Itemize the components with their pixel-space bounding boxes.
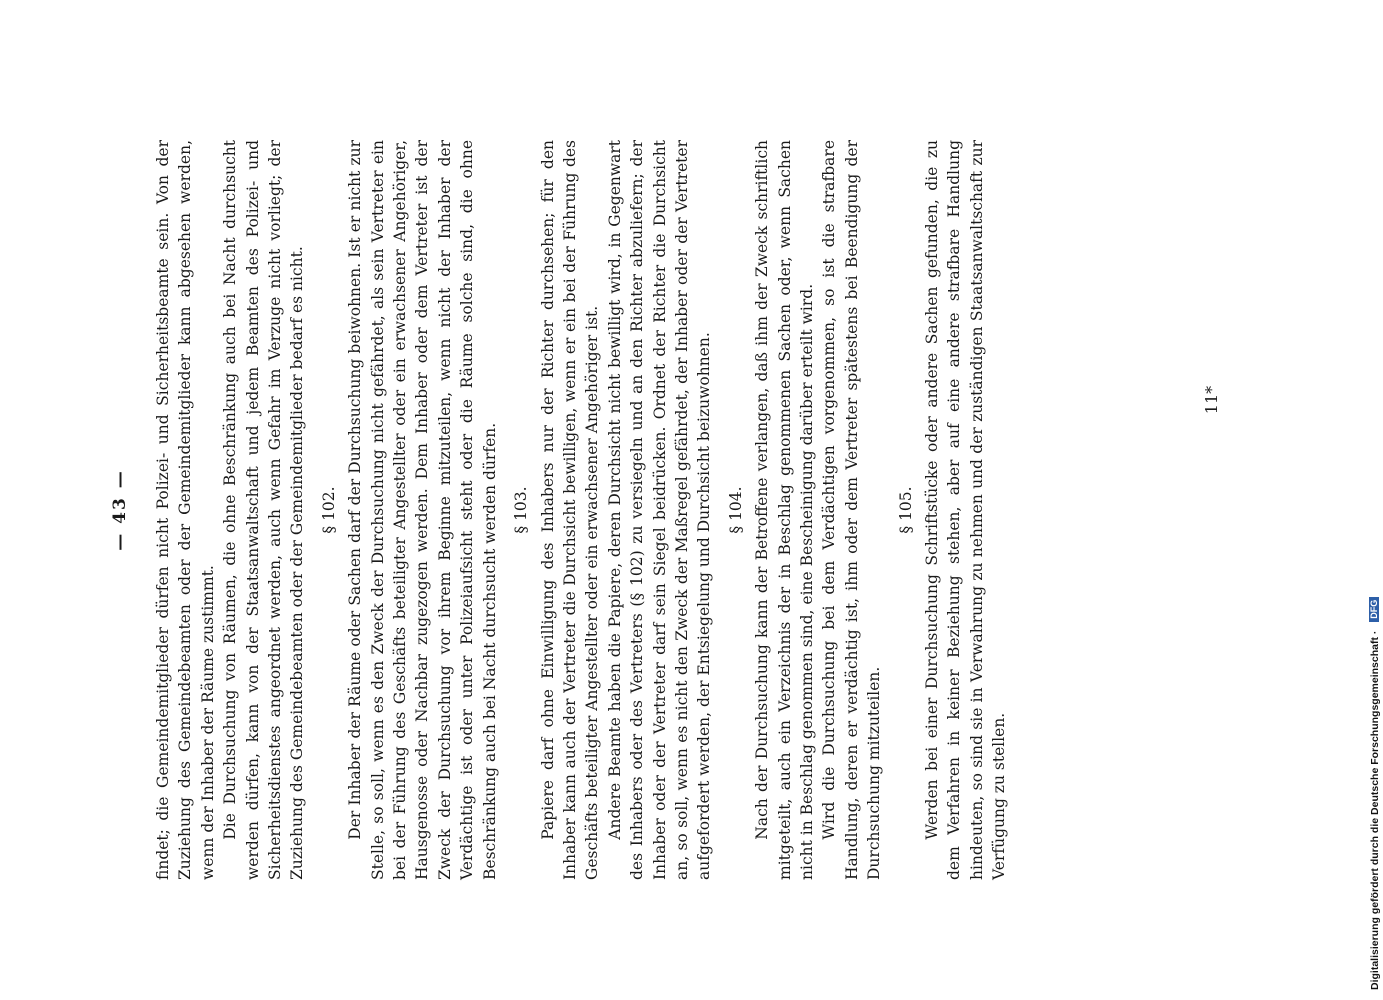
signature-mark: 11*	[1202, 385, 1221, 415]
paragraph-103-second: Andere Beamte haben die Papiere, deren Durchsicht nicht bewilligt wird, in Gegenwart des Inhabers oder des Vertreters (§ 102) zu versiegeln und an den Richter abzuliefern; der Inhaber oder der Vertreter darf sein Siegel beidrücken. Ordnet der Richter die Durchsicht an, so soll, wenn es nicht den Zweck der Maßregel gefährdet, der Inhaber oder der Vertreter aufgefordert werden, der Entsiegelung und Durchsicht beizuwohnen.	[605, 140, 714, 880]
signature-mark-row	[1202, 140, 1221, 880]
page-number: — 43 —	[110, 469, 130, 551]
section-heading-104: § 104.	[726, 486, 745, 534]
credit-text: Digitalisierung gefördert durch die Deutsche Forschungsgemeinschaft ·	[1369, 630, 1381, 990]
dfg-logo: DFG	[1369, 597, 1379, 622]
paragraph-104-first: Nach der Durchsuchung kann der Betroffene verlangen, daß ihm der Zweck schriftlich mitgeteilt, auch ein Verzeichnis der in Beschlag genommenen Sachen oder, wenn Sachen nicht in Beschlag genommen sind, eine Bescheinigung darüber erteilt wird.	[753, 140, 816, 880]
paragraph-104-second: Wird die Durchsuchung bei dem Verdächtigen vorgenommen, so ist die strafbare Handlung, deren er verdächtig ist, ihm oder dem Vertreter spätestens bei Beendigung der Durchsuchung mitzuteilen.	[820, 140, 884, 880]
paragraph-nighttime-search: Die Durchsuchung von Räumen, die ohne Beschränkung auch bei Nacht durchsucht werden dürfen, kann von der Staatsanwaltschaft und jedem Beamten des Polizei- und Sicherheitsdienstes angeordnet werden, auch wenn Gefahr im Verzuge nicht vorliegt; der Zuziehung des Gemeindebeamten oder der Gemeindemitglieder bedarf es nicht.	[221, 140, 307, 880]
section-heading-103: § 103.	[512, 486, 531, 534]
paragraph-105: Werden bei einer Durchsuchung Schriftstücke oder andere Sachen gefunden, die zu dem Verfahren in keiner Beziehung stehen, aber auf eine andere strafbare Handlung hindeuten, so sind sie in Verwahrung zu nehmen und der zuständigen Staatsanwaltschaft zur Verfügung zu stellen.	[923, 140, 1009, 880]
rotated-document-page	[110, 140, 1240, 880]
section-heading-102: § 102.	[319, 486, 338, 534]
document-body	[152, 140, 1011, 880]
paragraph-102: Der Inhaber der Räume oder Sachen darf der Durchsuchung beiwohnen. Ist er nicht zur Stelle, so soll, wenn es den Zweck der Durchsuchung nicht gefährdet, als sein Vertreter ein bei der Führung des Geschäfts beteiligter Angestellter oder ein erwachsener Angehöriger, Hausgenosse oder Nachbar zugezogen werden. Dem Inhaber oder dem Vertreter ist der Zweck der Durchsuchung vor ihrem Beginne mitzuteilen, wenn nicht der Inhaber der Verdächtige ist oder unter Polizeiaufsicht steht oder die Räume solche sind, die ohne Beschränkung auch bei Nacht durchsucht werden dürfen.	[346, 140, 499, 880]
paragraph-103-first: Papiere darf ohne Einwilligung des Inhabers nur der Richter durchsehen; für den Inhaber kann auch der Vertreter die Durchsicht bewilligen, wenn er ein bei der Führung des Geschäfts beteiligter Angestellter oder ein erwachsener Angehöriger ist.	[538, 140, 602, 880]
paragraph-continuation: findet; die Gemeindemitglieder dürfen nicht Polizei- und Sicherheitsbeamte sein. Von der Zuziehung des Gemeindebeamten oder der Gemeindemitglieder kann abgesehen werden, wenn der Inhaber der Räume zustimmt.	[154, 140, 217, 880]
digitization-credit	[1369, 0, 1383, 990]
section-heading-105: § 105.	[896, 486, 915, 534]
